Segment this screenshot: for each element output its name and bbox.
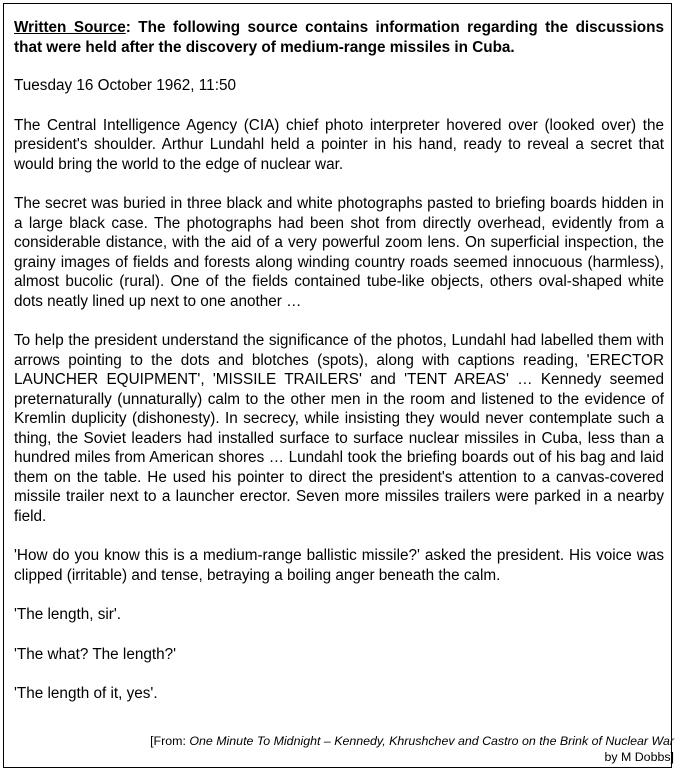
paragraph-lundahl-labels: To help the president understand the significance of the photos, Lundahl had labelled them with arrows pointing to the dots and blotches (spots), along with captions reading, 'ERECTOR LAUNCHER EQUIPMENT', 'MISSILE TRAILERS' and 'TENT AREAS' … Kennedy seemed preternaturally (unnaturally) calm to the other men in the room and listened to the evidence of Kremlin duplicity (dishonesty). In secrecy, while insisting they would never contemplate such a thing, the Soviet leaders had installed surface to surface nuclear missiles in Cuba, less than a hundred miles from American shores … Lundahl took the briefing boards out of his bag and laid them on the table. He used his pointer to direct the president's attention to a canvas-covered missile trailer next to a launcher erector. Seven more missiles trailers were parked in a nearby field. — [14, 332, 664, 525]
paragraph-cia-interpreter: The Central Intelligence Agency (CIA) chief photo interpreter hovered over (looked over) the president's shoulder. Arthur Lundahl held a pointer in his hand, ready to reveal a secret that would bring the world to the edge of nuclear war. — [14, 116, 664, 173]
dialogue-line-the-what: 'The what? The length?' — [14, 645, 177, 663]
citation-prefix: [From: — [150, 734, 190, 748]
date-line: Tuesday 16 October 1962, 11:50 — [14, 77, 236, 94]
citation — [150, 734, 674, 765]
citation-author: by M Dobbs] — [604, 749, 674, 764]
source-heading-text: : The following source contains information regarding the discussions that were held after the discovery of medium-range missiles in Cuba. — [14, 19, 664, 56]
dialogue-line-length-sir: 'The length, sir'. — [14, 606, 122, 623]
paragraph-president-question: 'How do you know this is a medium-range ballistic missile?' asked the president. His voice was clipped (irritable) and tense, betraying a boiling anger beneath the calm. — [14, 547, 664, 584]
written-source-box — [3, 3, 672, 768]
source-heading — [14, 18, 664, 57]
citation-book-title: One Minute To Midnight – Kennedy, Khrushchev and Castro on the Brink of Nuclear War — [189, 734, 674, 748]
source-heading-label: Written Source — [14, 19, 126, 36]
citation-line-title — [150, 734, 674, 750]
dialogue-line-length-of-it: 'The length of it, yes'. — [14, 685, 158, 702]
paragraph-photographs: The secret was buried in three black and white photographs pasted to briefing boards hidden in a large black case. The photographs had been shot from directly overhead, evidently from a considerable distance, with the aid of a very powerful zoom lens. On superficial inspection, the grainy images of fields and forests along winding country roads seemed innocuous (harmless), almost bucolic (rural). One of the fields contained tube-like objects, others oval-shaped white dots neatly lined up next to one another … — [14, 195, 664, 310]
